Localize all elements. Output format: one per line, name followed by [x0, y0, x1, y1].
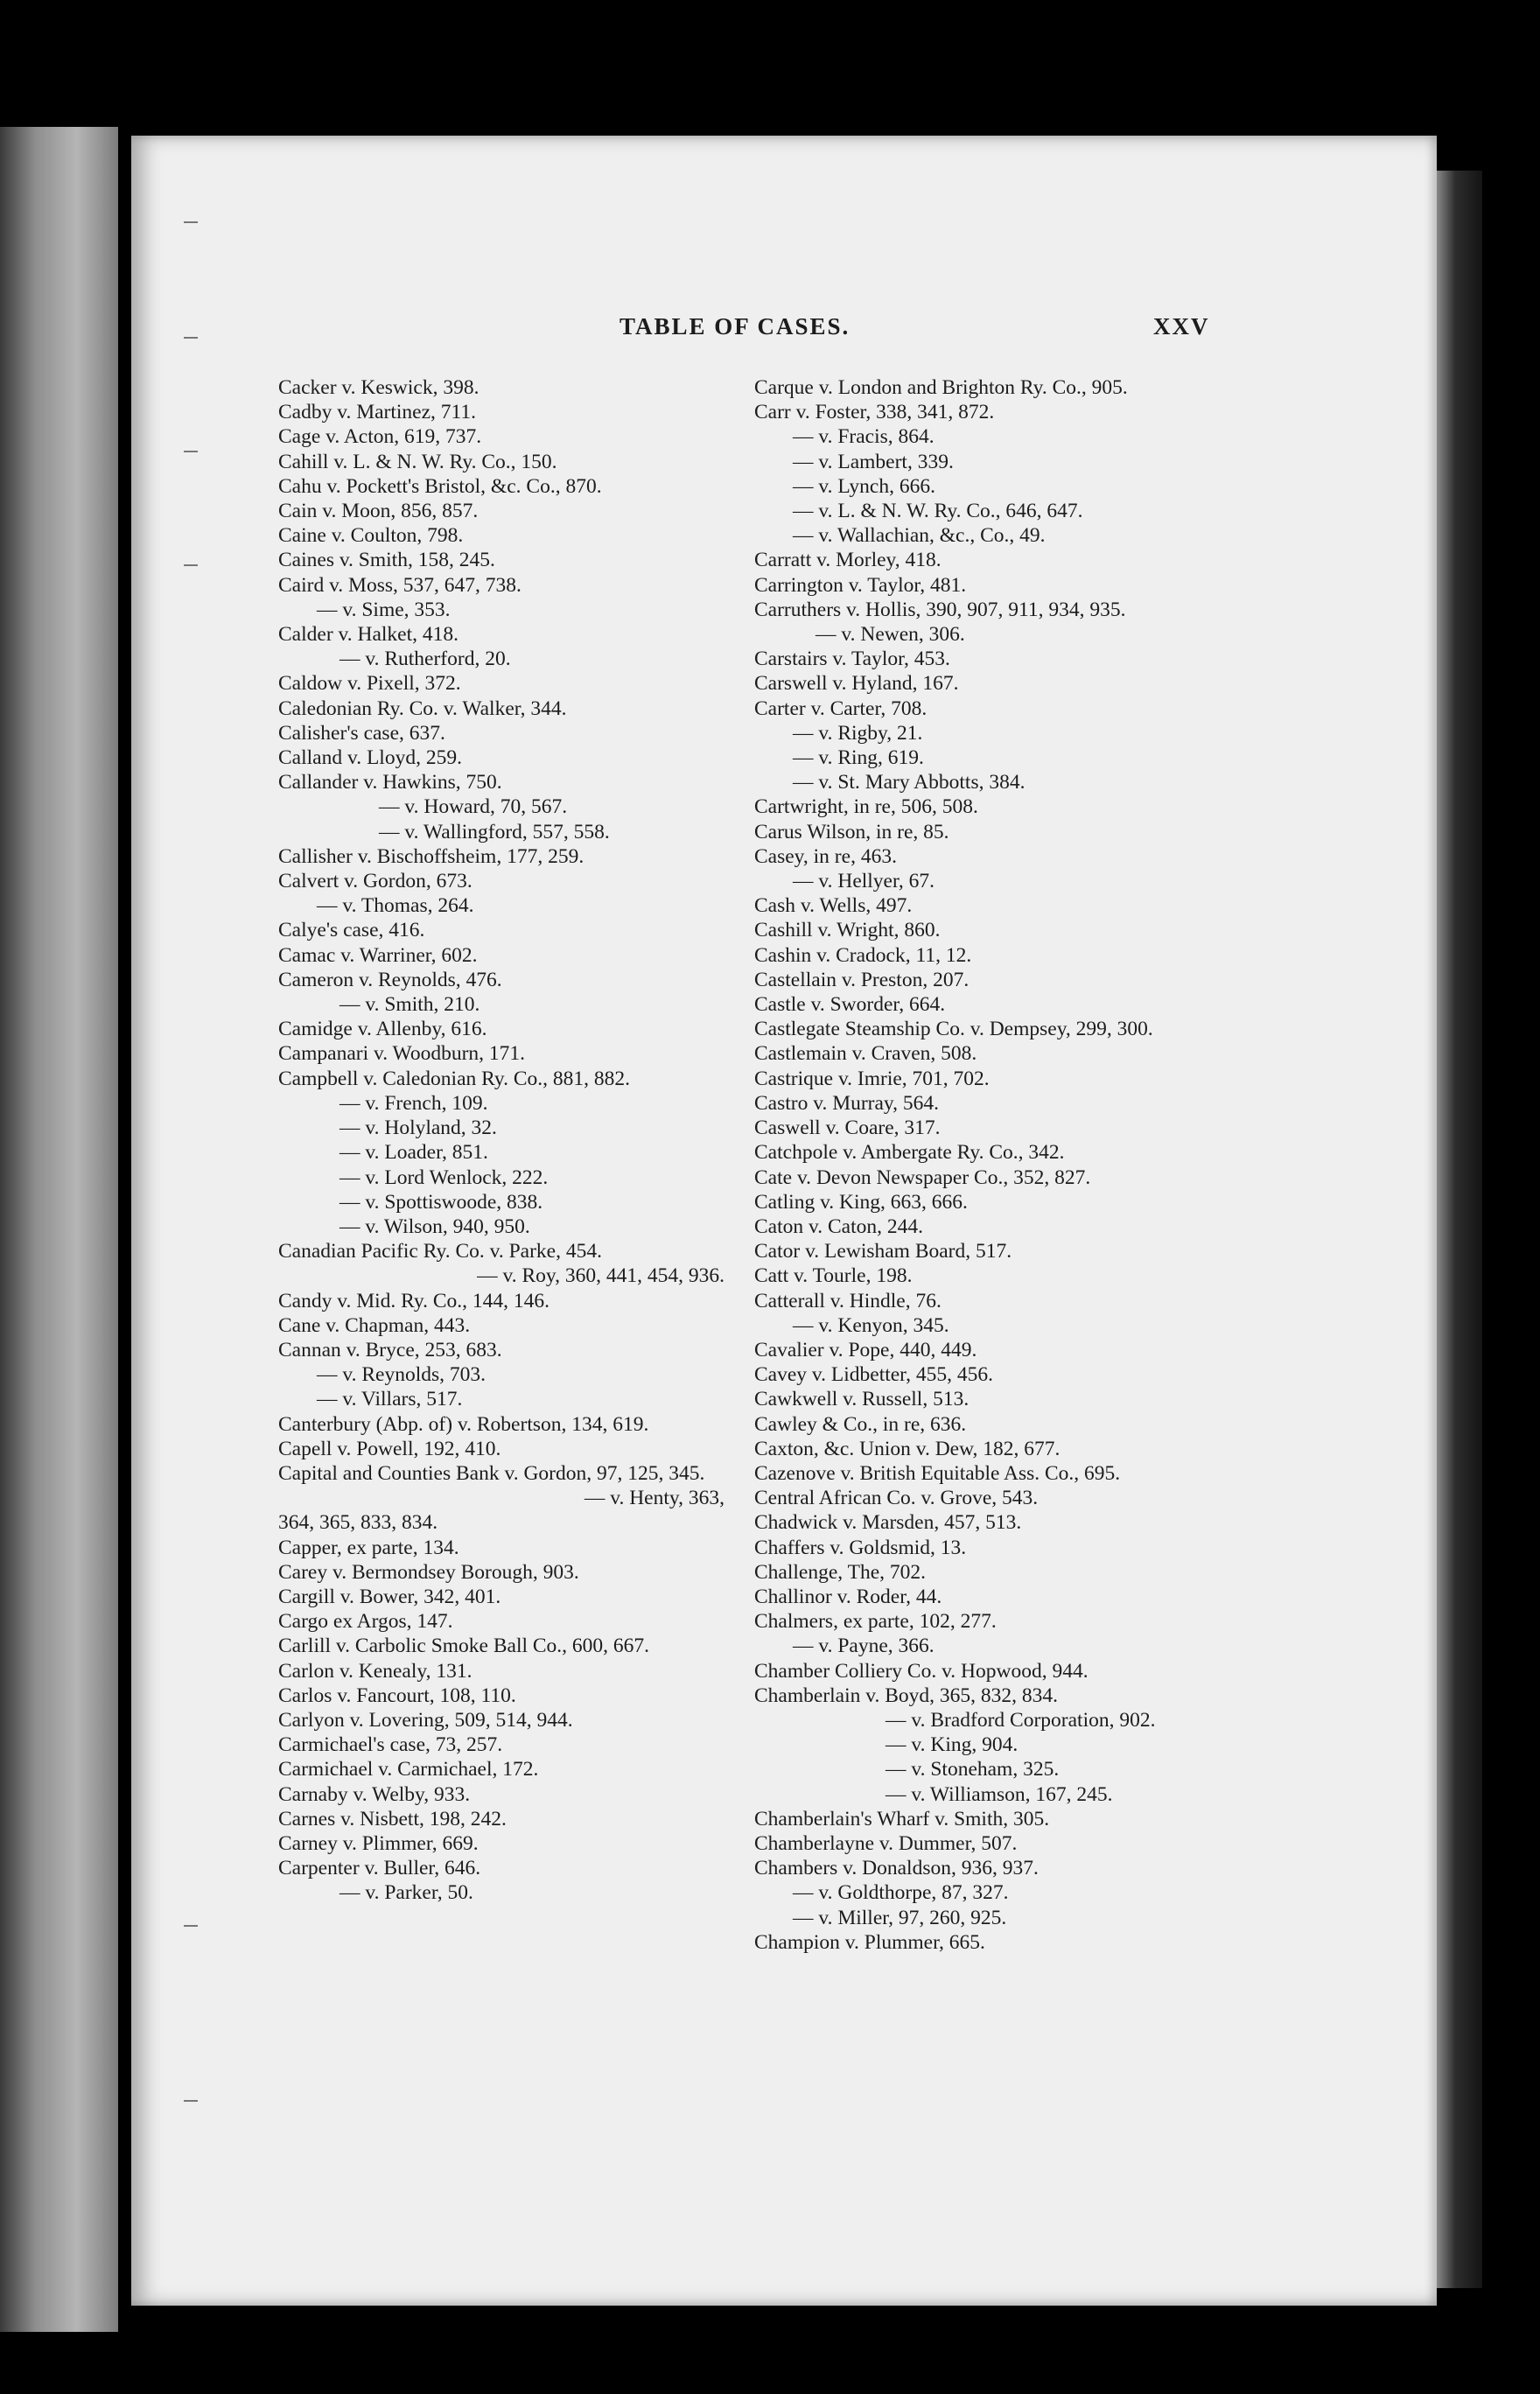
case-entry: Catling v. King, 663, 666.	[754, 1190, 968, 1214]
case-entry: Challenge, The, 702.	[754, 1560, 927, 1584]
case-entry: — v. Hellyer, 67.	[793, 870, 934, 893]
case-entry: Cash v. Wells, 497.	[754, 894, 913, 918]
case-entry: — v. Parker, 50.	[340, 1881, 473, 1905]
gutter-mark	[184, 451, 198, 452]
case-entry: Carque v. London and Brighton Ry. Co., 905.	[754, 376, 1128, 399]
case-entry: Cashin v. Cradock, 11, 12.	[754, 943, 972, 967]
case-entry: Capell v. Powell, 192, 410.	[278, 1437, 501, 1460]
case-entry: — v. Smith, 210.	[340, 993, 480, 1017]
case-entry: Calye's case, 416.	[278, 919, 425, 942]
case-entry: — v. Sime, 353.	[317, 598, 451, 621]
case-entry: 364, 365, 833, 834.	[278, 1511, 438, 1535]
case-entry: — v. Williamson, 167, 245.	[886, 1782, 1113, 1806]
case-entry: Cage v. Acton, 619, 737.	[278, 425, 482, 449]
case-entry: Caxton, &c. Union v. Dew, 182, 677.	[754, 1437, 1060, 1460]
case-entry: Campbell v. Caledonian Ry. Co., 881, 882.	[278, 1067, 631, 1090]
case-entry: Chamber Colliery Co. v. Hopwood, 944.	[754, 1659, 1088, 1683]
case-entry: Carlill v. Carbolic Smoke Ball Co., 600, 667.	[278, 1634, 650, 1658]
case-entry: — v. Villars, 517.	[317, 1388, 463, 1411]
case-entry: Canadian Pacific Ry. Co. v. Parke, 454.	[278, 1240, 602, 1264]
case-entry: Capital and Counties Bank v. Gordon, 97, 125, 345.	[278, 1461, 705, 1485]
case-entry: Calvert v. Gordon, 673.	[278, 870, 472, 893]
case-entry: — v. Holyland, 32.	[340, 1116, 497, 1140]
case-entry: Camidge v. Allenby, 616.	[278, 1018, 487, 1041]
case-entry: — v. St. Mary Abbotts, 384.	[793, 771, 1026, 794]
case-entry: — v. Newen, 306.	[816, 623, 965, 647]
case-entry: Cane v. Chapman, 443.	[278, 1313, 471, 1337]
case-entry: — v. Howard, 70, 567.	[379, 795, 568, 819]
case-entry: Cacker v. Keswick, 398.	[278, 376, 480, 399]
case-entry: Catt v. Tourle, 198.	[754, 1264, 913, 1288]
case-entry: Chamberlain v. Boyd, 365, 832, 834.	[754, 1684, 1059, 1707]
case-entry: — v. Thomas, 264.	[317, 894, 474, 918]
case-entry: — v. Stoneham, 325.	[886, 1758, 1060, 1782]
gutter-mark	[184, 2100, 198, 2102]
case-entry: — v. Payne, 366.	[793, 1634, 934, 1658]
case-entry: Carnes v. Nisbett, 198, 242.	[278, 1807, 507, 1830]
case-entry: — v. Spottiswoode, 838.	[340, 1190, 543, 1214]
case-entry: Cartwright, in re, 506, 508.	[754, 795, 978, 819]
case-entry: Castlegate Steamship Co. v. Dempsey, 299, 300.	[754, 1018, 1153, 1041]
case-entry: Carpenter v. Buller, 646.	[278, 1857, 481, 1880]
case-entry: — v. Rutherford, 20.	[340, 648, 511, 671]
case-entry: Cahu v. Pockett's Bristol, &c. Co., 870.	[278, 474, 602, 498]
right-column	[754, 375, 1216, 1955]
case-entry: Carstairs v. Taylor, 453.	[754, 648, 950, 671]
case-entry: Carney v. Plimmer, 669.	[278, 1831, 479, 1855]
case-entry: Central African Co. v. Grove, 543.	[754, 1487, 1039, 1510]
case-entry: Cargo ex Argos, 147.	[278, 1610, 453, 1634]
case-entry: Carmichael's case, 73, 257.	[278, 1733, 503, 1757]
case-entry: — v. Roy, 360, 441, 454, 936.	[477, 1264, 724, 1288]
case-entry: Challinor v. Roder, 44.	[754, 1585, 942, 1608]
case-entry: — v. Fracis, 864.	[793, 425, 934, 449]
case-entry: — v. L. & N. W. Ry. Co., 646, 647.	[793, 500, 1083, 523]
case-entry: — v. Ring, 619.	[793, 746, 924, 770]
case-entry: Caldow v. Pixell, 372.	[278, 672, 461, 696]
gutter-mark	[184, 1925, 198, 1927]
case-entry: Castro v. Murray, 564.	[754, 1091, 940, 1115]
case-entry: — v. Reynolds, 703.	[317, 1363, 486, 1387]
case-entry: Calland v. Lloyd, 259.	[278, 746, 462, 770]
case-entry: Carter v. Carter, 708.	[754, 696, 928, 720]
gutter-mark	[184, 337, 198, 339]
case-entry: Cargill v. Bower, 342, 401.	[278, 1585, 501, 1608]
case-entry: — v. Lambert, 339.	[793, 450, 954, 473]
case-entry: — v. Goldthorpe, 87, 327.	[793, 1881, 1009, 1905]
case-entry: Catterall v. Hindle, 76.	[754, 1289, 942, 1312]
case-entry: — v. Loader, 851.	[340, 1141, 488, 1165]
case-entry: Caird v. Moss, 537, 647, 738.	[278, 573, 522, 597]
case-entry: — v. Lynch, 666.	[793, 474, 935, 498]
case-entry: Carey v. Bermondsey Borough, 903.	[278, 1560, 579, 1584]
case-entry: — v. Henty, 363,	[584, 1487, 724, 1510]
case-entry: Cator v. Lewisham Board, 517.	[754, 1240, 1012, 1264]
case-entry: Calder v. Halket, 418.	[278, 623, 459, 647]
case-entry: Carmichael v. Carmichael, 172.	[278, 1758, 539, 1782]
case-entry: Caswell v. Coare, 317.	[754, 1116, 941, 1140]
case-entry: Chadwick v. Marsden, 457, 513.	[754, 1511, 1022, 1535]
case-entry: Callander v. Hawkins, 750.	[278, 771, 502, 794]
case-entry: — v. Kenyon, 345.	[793, 1313, 949, 1337]
case-entry: — v. Miller, 97, 260, 925.	[793, 1906, 1007, 1929]
case-entry: Castlemain v. Craven, 508.	[754, 1042, 977, 1066]
case-entry: — v. Wallingford, 557, 558.	[379, 820, 610, 844]
case-entry: — v. King, 904.	[886, 1733, 1018, 1757]
case-entry: Cahill v. L. & N. W. Ry. Co., 150.	[278, 450, 557, 473]
case-entry: Caines v. Smith, 158, 245.	[278, 549, 495, 572]
case-entry: Castellain v. Preston, 207.	[754, 968, 970, 991]
case-entry: — v. Lord Wenlock, 222.	[340, 1166, 549, 1189]
case-entry: — v. Wilson, 940, 950.	[340, 1214, 530, 1238]
facing-page-edge	[0, 127, 118, 2332]
case-entry: Carlos v. Fancourt, 108, 110.	[278, 1684, 516, 1707]
case-entry: Chamberlain's Wharf v. Smith, 305.	[754, 1807, 1050, 1830]
case-entry: Cameron v. Reynolds, 476.	[278, 968, 502, 991]
case-entry: Cavey v. Lidbetter, 455, 456.	[754, 1363, 993, 1387]
case-entry: Caledonian Ry. Co. v. Walker, 344.	[278, 696, 567, 720]
case-entry: Caton v. Caton, 244.	[754, 1214, 923, 1238]
case-entry: Capper, ex parte, 134.	[278, 1536, 459, 1559]
book-edge	[1433, 171, 1482, 2288]
page-number: XXV	[1153, 313, 1210, 340]
case-entry: Chalmers, ex parte, 102, 277.	[754, 1610, 997, 1634]
case-entry: Cadby v. Martinez, 711.	[278, 401, 477, 424]
case-entry: Carruthers v. Hollis, 390, 907, 911, 934, 935.	[754, 598, 1126, 621]
case-entry: Catchpole v. Ambergate Ry. Co., 342.	[754, 1141, 1065, 1165]
case-entry: Carus Wilson, in re, 85.	[754, 820, 949, 844]
case-entry: Cavalier v. Pope, 440, 449.	[754, 1338, 977, 1362]
case-entry: Cawkwell v. Russell, 513.	[754, 1388, 970, 1411]
case-entry: Castle v. Sworder, 664.	[754, 993, 946, 1017]
case-entry: Callisher v. Bischoffsheim, 177, 259.	[278, 844, 584, 868]
case-entry: Cawley & Co., in re, 636.	[754, 1412, 967, 1436]
case-entry: Cannan v. Bryce, 253, 683.	[278, 1338, 502, 1362]
case-entry: Caine v. Coulton, 798.	[278, 524, 464, 548]
case-entry: Chamberlayne v. Dummer, 507.	[754, 1831, 1018, 1855]
case-entry: — v. Rigby, 21.	[793, 721, 923, 745]
case-entry: Cashill v. Wright, 860.	[754, 919, 941, 942]
case-entry: Carswell v. Hyland, 167.	[754, 672, 959, 696]
gutter-mark	[184, 564, 198, 566]
case-entry: Castrique v. Imrie, 701, 702.	[754, 1067, 990, 1090]
case-entry: Canterbury (Abp. of) v. Robertson, 134, 619.	[278, 1412, 649, 1436]
case-entry: — v. French, 109.	[340, 1091, 488, 1115]
left-column	[278, 375, 724, 1906]
case-entry: Carr v. Foster, 338, 341, 872.	[754, 401, 995, 424]
case-entry: Campanari v. Woodburn, 171.	[278, 1042, 526, 1066]
case-entry: Carnaby v. Welby, 933.	[278, 1782, 471, 1806]
case-entry: Champion v. Plummer, 665.	[754, 1930, 985, 1954]
case-entry: Chambers v. Donaldson, 936, 937.	[754, 1857, 1039, 1880]
case-entry: Carratt v. Morley, 418.	[754, 549, 942, 572]
gutter-mark	[184, 221, 198, 223]
running-title: TABLE OF CASES.	[620, 313, 850, 340]
case-entry: Carlyon v. Lovering, 509, 514, 944.	[278, 1708, 573, 1732]
case-entry: Chaffers v. Goldsmid, 13.	[754, 1536, 967, 1559]
case-entry: — v. Wallachian, &c., Co., 49.	[793, 524, 1046, 548]
case-entry: Casey, in re, 463.	[754, 844, 897, 868]
case-entry: Carlon v. Kenealy, 131.	[278, 1659, 472, 1683]
case-entry: Calisher's case, 637.	[278, 721, 445, 745]
case-entry: Camac v. Warriner, 602.	[278, 943, 478, 967]
case-entry: — v. Bradford Corporation, 902.	[886, 1708, 1156, 1732]
case-entry: Carrington v. Taylor, 481.	[754, 573, 967, 597]
case-entry: Candy v. Mid. Ry. Co., 144, 146.	[278, 1289, 550, 1312]
case-entry: Cain v. Moon, 856, 857.	[278, 500, 479, 523]
case-entry: Cate v. Devon Newspaper Co., 352, 827.	[754, 1166, 1091, 1189]
case-entry: Cazenove v. British Equitable Ass. Co., 695.	[754, 1461, 1121, 1485]
